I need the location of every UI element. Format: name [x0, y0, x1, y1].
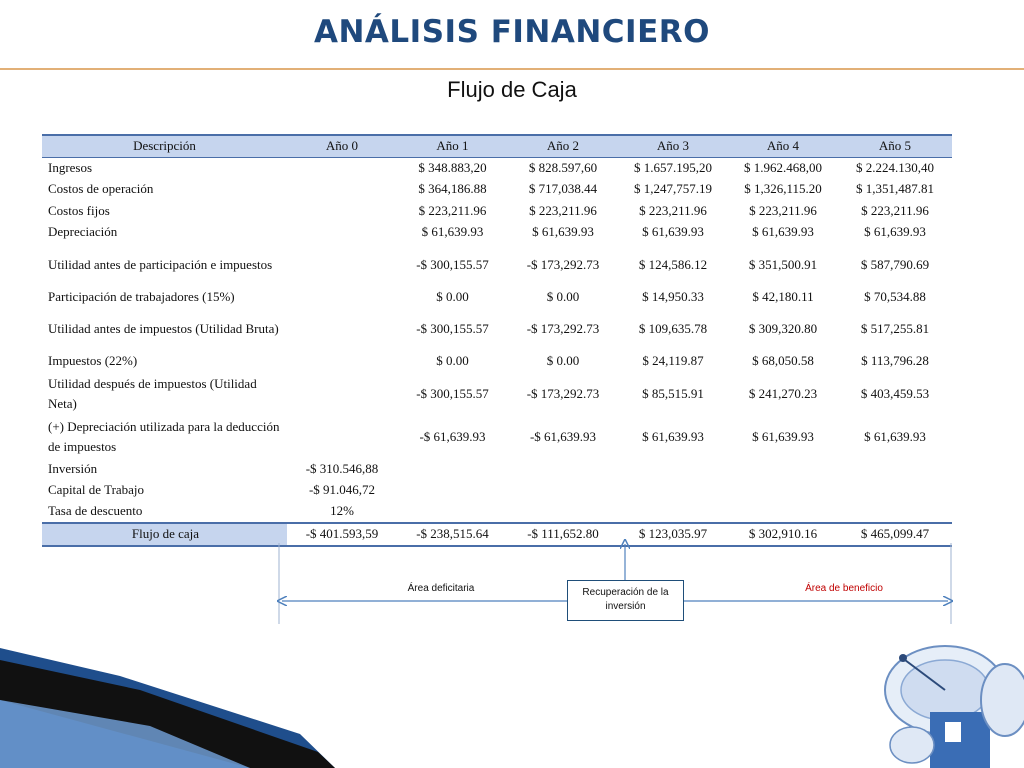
cell-value: -$ 300,155.57 — [416, 256, 489, 272]
cell-value: $ 0.00 — [436, 288, 469, 304]
cell-value: -$ 310.546,88 — [305, 460, 379, 476]
cell-value: $ 828.597,60 — [528, 160, 598, 175]
cell-value: $ 403,459.53 — [860, 385, 930, 401]
cell-value: $ 348.883,20 — [418, 160, 487, 175]
cell-value: $ 61,639.93 — [752, 428, 814, 444]
column-header: Año 3 — [618, 135, 728, 157]
cell-value: $ 1.657.195,20 — [634, 160, 712, 175]
cell-value: -$ 173,292.73 — [526, 385, 600, 401]
cell-value: $ 124,586.12 — [638, 256, 708, 272]
cell-value: -$ 91.046,72 — [308, 482, 376, 498]
cell-value: $ 61,639.93 — [532, 224, 594, 240]
cell-value: $ 223,211.96 — [749, 202, 817, 218]
cell-value: -$ 300,155.57 — [416, 321, 489, 336]
cell-value: $ 2.224.130,40 — [856, 160, 934, 175]
cell-value: $ 223,211.96 — [418, 202, 487, 218]
row-label: Costos de operación — [48, 181, 154, 197]
cell-value: $ 61,639.93 — [642, 224, 704, 240]
slide-subtitle: Flujo de Caja — [447, 77, 577, 102]
total-value: -$ 401.593,59 — [287, 523, 397, 546]
column-header: Año 5 — [838, 135, 952, 157]
cell-value: $ 61,639.93 — [642, 428, 704, 444]
row-label: Utilidad antes de impuestos (Utilidad Bruta) — [48, 321, 279, 336]
cell-value: -$ 173,292.73 — [526, 321, 600, 336]
cell-value: $ 61,639.93 — [864, 428, 926, 444]
cell-value: $ 517,255.81 — [860, 321, 930, 336]
cell-value: $ 68,050.58 — [752, 353, 814, 369]
total-value: -$ 111,652.80 — [508, 523, 618, 546]
column-header: Año 4 — [728, 135, 838, 157]
investment-recovery-box: Recuperación de la inversión — [567, 580, 684, 621]
cell-value: $ 0.00 — [546, 353, 580, 369]
cell-value: $ 241,270.23 — [748, 385, 818, 401]
cell-value: $ 42,180.11 — [752, 288, 814, 304]
total-value: $ 465,099.47 — [838, 523, 952, 546]
cell-value: $ 113,796.28 — [861, 353, 929, 369]
row-label: Utilidad después de impuestos (Utilidad Neta) — [48, 375, 257, 411]
cell-value: $ 85,515.91 — [642, 385, 704, 401]
cell-value: $ 223,211.96 — [639, 202, 707, 218]
cell-value: $ 0.00 — [436, 353, 469, 369]
total-value: $ 302,910.16 — [728, 523, 838, 546]
cell-value: $ 1.962.468,00 — [744, 160, 822, 175]
row-label: Ingresos — [48, 160, 93, 175]
cell-value: $ 61,639.93 — [752, 224, 814, 240]
cell-value: $ 24,119.87 — [642, 353, 704, 369]
cell-value: $ 70,534.88 — [864, 288, 926, 304]
cell-value: -$ 300,155.57 — [416, 385, 489, 401]
total-label: Flujo de caja — [42, 523, 287, 546]
cell-value: 12% — [330, 503, 354, 519]
slide-title: ANÁLISIS FINANCIERO — [314, 14, 710, 50]
row-label: Participación de trabajadores (15%) — [48, 288, 235, 304]
total-value: $ 123,035.97 — [618, 523, 728, 546]
cell-value: $ 61,639.93 — [421, 224, 484, 240]
cell-value: $ 309,320.80 — [748, 321, 818, 336]
cell-value: $ 587,790.69 — [860, 256, 930, 272]
row-label: Depreciación — [48, 224, 118, 240]
benefit-area-label: Área de beneficio — [805, 583, 883, 594]
cell-value: $ 1,247,757.19 — [634, 181, 712, 197]
cell-value: $ 351,500.91 — [748, 256, 818, 272]
column-header: Año 1 — [397, 135, 508, 157]
cell-value: $ 223,211.96 — [861, 202, 929, 218]
cell-value: $ 0.00 — [546, 288, 580, 304]
column-header: Descripción — [42, 135, 287, 157]
row-label: Capital de Trabajo — [48, 482, 145, 498]
cell-value: $ 1,351,487.81 — [856, 181, 934, 197]
cell-value: $ 717,038.44 — [528, 181, 598, 197]
row-label: Impuestos (22%) — [48, 353, 138, 369]
row-label: (+) Depreciación utilizada para la deducción de impuestos — [48, 418, 280, 454]
cell-value: $ 14,950.33 — [642, 288, 704, 304]
cell-value: $ 109,635.78 — [638, 321, 708, 336]
cell-value: -$ 61,639.93 — [529, 428, 597, 444]
deficit-area-label: Área deficitaria — [407, 583, 475, 594]
cell-value: $ 1,326,115.20 — [744, 181, 822, 197]
row-label: Inversión — [48, 460, 98, 476]
cell-value: -$ 61,639.93 — [419, 428, 486, 444]
row-label: Utilidad antes de participación e impuestos — [48, 256, 273, 272]
cell-value: $ 223,211.96 — [529, 202, 597, 218]
row-label: Tasa de descuento — [48, 503, 143, 519]
column-header: Año 0 — [287, 135, 397, 157]
total-value: -$ 238,515.64 — [397, 523, 508, 546]
satellite-dish-icon — [885, 646, 1024, 768]
cell-value: $ 61,639.93 — [864, 224, 926, 240]
cell-value: $ 364,186.88 — [418, 181, 487, 197]
row-label: Costos fijos — [48, 202, 110, 218]
cell-value: -$ 173,292.73 — [526, 256, 600, 272]
column-header: Año 2 — [508, 135, 618, 157]
